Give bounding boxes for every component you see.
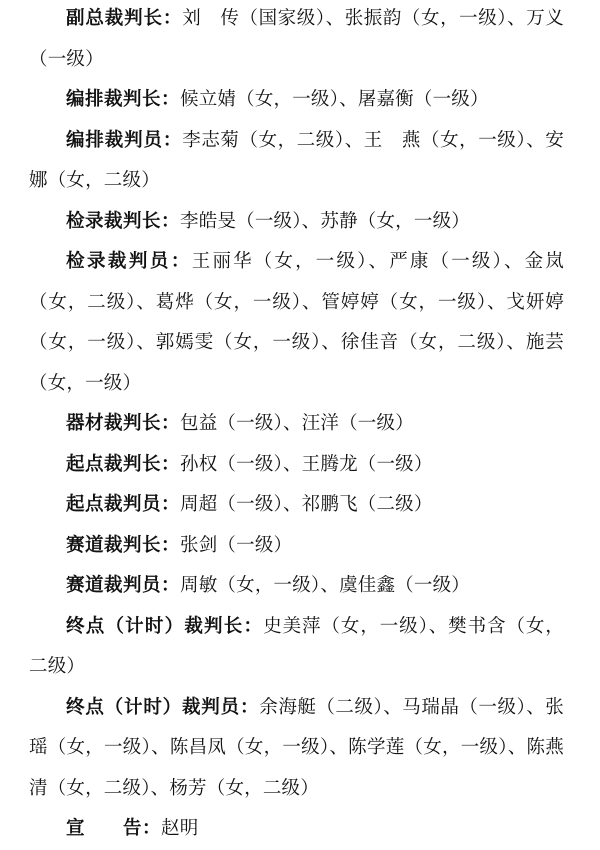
role-label: 检录裁判长： (66, 210, 181, 232)
names-text: 李志菊（女，二级）、王 燕（女，一级）、安娜（女，二级） (29, 129, 564, 191)
names-text: 包益（一级）、汪洋（一级） (180, 413, 414, 434)
names-text: 张剑（一级） (180, 534, 293, 556)
official-entry (29, 445, 564, 486)
names-text: 孙权（一级）、王腾龙（一级） (180, 453, 433, 475)
role-label: 终点（计时）裁判长： (66, 615, 264, 637)
role-label: 起点裁判员： (66, 494, 181, 515)
official-entry (29, 202, 564, 243)
names-text: 候立婧（女，一级）、屠嘉衡（一级） (180, 89, 489, 110)
role-label: 编排裁判员： (66, 129, 183, 151)
role-label: 器材裁判长： (66, 413, 181, 434)
role-label: 检录裁判员： (66, 251, 192, 272)
official-entry (29, 485, 564, 526)
names-text: 刘 传（国家级）、张振韵（女，一级）、万义（一级） (29, 8, 564, 70)
names-text: 王丽华（女，一级）、严康（一级）、金岚（女，二级）、葛烨（女，一级）、管婷婷（女，一级）、戈妍婷（女，一级）、郭嫣雯（女，一级）、徐佳音（女，二级）、施芸（女，一级） (29, 251, 564, 394)
names-text: 李皓旻（一级）、苏静（女，一级） (180, 210, 470, 232)
names-text: 周敏（女，一级）、虞佳鑫（一级） (180, 575, 470, 596)
official-entry (29, 80, 564, 121)
official-entry (29, 0, 564, 80)
official-entry (29, 242, 564, 404)
official-entry (29, 526, 564, 567)
role-label: 编排裁判长： (66, 89, 181, 110)
names-text: 周超（一级）、祁鹏飞（二级） (180, 494, 433, 515)
names-text: 史美萍（女，一级）、樊书含（女，二级） (29, 615, 564, 677)
role-label: 赛道裁判员： (66, 575, 181, 596)
official-entry (29, 809, 564, 850)
role-label: 终点（计时）裁判员： (66, 696, 260, 718)
role-label: 副总裁判长： (66, 8, 183, 29)
official-entry (29, 121, 564, 202)
names-text: 余海艇（二级）、马瑞晶（一级）、张瑶（女，一级）、陈昌凤（女，一级）、陈学莲（女，一级）、陈燕清（女，二级）、杨芳（女，二级） (29, 696, 564, 799)
official-entry (29, 404, 564, 445)
role-label: 赛道裁判长： (66, 534, 181, 556)
names-text: 赵明 (161, 818, 199, 839)
role-label: 宣 告： (66, 818, 162, 839)
official-entry (29, 566, 564, 607)
official-entry (29, 607, 564, 688)
officials-document (29, 0, 564, 850)
official-entry (29, 688, 564, 810)
role-label: 起点裁判长： (66, 453, 181, 475)
